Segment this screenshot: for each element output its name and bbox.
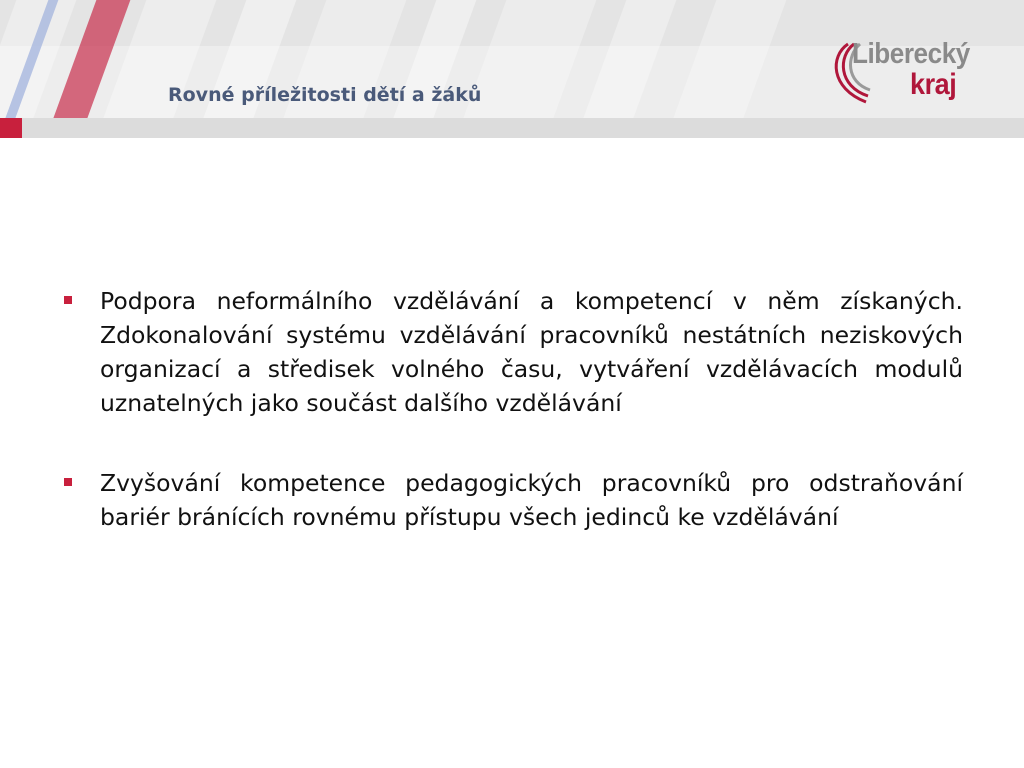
square-bullet-icon	[64, 296, 72, 304]
list-item-text: Zvyšování kompetence pedagogických pracovníků pro odstraňování bariér bránících rovnému přístupu všech jedinců ke vzdělávání	[100, 469, 963, 531]
header-bottom-bar	[0, 118, 1024, 138]
square-bullet-icon	[64, 478, 72, 486]
logo-text-liberecky: Liberecký	[852, 38, 970, 70]
liberecky-kraj-logo	[826, 38, 996, 108]
list-item	[62, 284, 963, 420]
bullet-list	[62, 284, 963, 534]
list-item	[62, 466, 963, 534]
slide-header	[0, 0, 1024, 138]
logo-text-kraj: kraj	[910, 68, 957, 101]
slide-title: Rovné příležitosti dětí a žáků	[168, 84, 482, 106]
accent-square	[0, 118, 22, 138]
list-item-text: Podpora neformálního vzdělávání a kompetencí v něm získaných. Zdokonalování systému vzdělávání pracovníků nestátních neziskových organizací a středisek volného času, vytváření vzdělávacích modulů uznatelných jako součást dalšího vzdělávání	[100, 287, 963, 417]
